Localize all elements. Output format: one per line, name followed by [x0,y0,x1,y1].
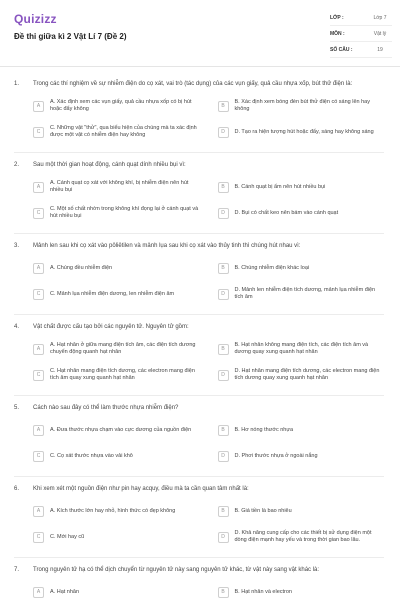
answer-option[interactable] [33,258,200,278]
question-divider [14,476,384,477]
answer-options [33,258,384,304]
meta-row [330,42,392,58]
answer-text: C. Mới hay cũ [50,533,85,540]
question-text: Mảnh len sau khi cọ xát vào pôliêtilen và mảnh lụa sau khi cọ xát vào thủy tinh thì chúng hút nhau vì: [33,243,301,249]
answer-option[interactable] [33,582,200,600]
answer-option[interactable] [33,339,200,359]
question-text: Trong nguyên tử hạ có thể dịch chuyển từ nguyên tử này sang nguyên tử khác, từ vật này sang vật khác là: [33,567,320,573]
question-number: 1. [14,81,20,87]
question-divider [14,152,384,153]
answer-option[interactable] [218,446,385,466]
question-header [14,161,384,169]
meta-row [330,26,392,42]
answer-option[interactable] [33,203,200,223]
answer-text: D. Hạt nhân mang điện tích dương, các electron mang điện tích dương quay xung quanh hạt nhân [234,368,380,381]
answer-option[interactable] [218,501,385,521]
question-text: Trong các thí nghiệm về sự nhiễm điện do cọ xát, vai trò (tác dụng) của các vụn giấy, quả cầu nhựa xốp, bút thử điện là: [33,81,353,87]
answer-letter-box: C [33,532,44,543]
answer-option[interactable] [218,258,385,278]
question-header [14,485,384,493]
question-header [14,323,384,331]
answer-option[interactable] [218,284,385,304]
question-item [0,323,400,396]
question-divider [14,395,384,396]
answer-text: B. Xác định xem bóng đèn bút thử điện có sáng lên hay không [234,99,370,112]
answer-option[interactable] [218,203,385,223]
question-number: 6. [14,486,20,492]
question-item [0,80,400,153]
answer-options [33,582,384,600]
answer-option[interactable] [33,96,200,116]
answer-options [33,177,384,223]
meta-label: SỐ CÂU : [330,46,353,53]
answer-option[interactable] [33,365,200,385]
meta-row [330,10,392,26]
question-header [14,242,384,250]
answer-text: D. Bụi có chất keo nên bám vào cánh quạt [234,209,339,216]
answer-letter-box: B [218,506,229,517]
answer-letter-box: B [218,587,229,598]
answer-letter-box: A [33,506,44,517]
answer-text: A. Đưa thước nhựa chạm vào cực dương của nguồn điện [50,426,192,433]
answer-option[interactable] [33,446,200,466]
answer-letter-box: B [218,344,229,355]
answer-letter-box: B [218,263,229,274]
answer-text: B. Hạt nhân và electron [234,588,292,595]
question-number: 7. [14,567,20,573]
answer-text: A. Hạt nhân [50,588,80,595]
question-item [0,242,400,315]
answer-option[interactable] [218,582,385,600]
question-text: Khi xem xét một nguồn điện như pin hay acquy, điều mà ta cần quan tâm nhất là: [33,486,249,492]
answer-letter-box: A [33,344,44,355]
answer-letter-box: A [33,182,44,193]
question-divider [14,557,384,558]
answer-text: A. Xác định xem các vụn giấy, quả cầu nhựa xốp có bị hút hoặc đẩy không [50,99,192,112]
answer-option[interactable] [218,339,385,359]
question-item [0,485,400,558]
answer-letter-box: A [33,263,44,274]
answer-letter-box: C [33,289,44,300]
answer-text: A. Kích thước lớn hay nhỏ, hình thức có đẹp không [50,507,176,514]
answer-text: A. Chúng đều nhiễm điện [50,264,113,271]
answer-letter-box: C [33,127,44,138]
answer-text: D. Tạo ra hiện tượng hút hoặc đẩy, sáng hay không sáng [234,128,374,135]
answer-letter-box: A [33,425,44,436]
answer-text: D. Mảnh len nhiễm điện tích dương, mảnh lụa nhiễm điện tích âm [234,287,376,300]
answer-letter-box: C [33,451,44,462]
answer-options [33,420,384,466]
question-number: 2. [14,162,20,168]
answer-letter-box: D [218,532,229,543]
question-text: Cách nào sau đây có thể làm thước nhựa nhiễm điện? [33,405,179,411]
answer-text: B. Cánh quạt bị ẩm nên hút nhiều bụi [234,183,326,190]
quizizz-logo: Quizizz [14,12,57,26]
quiz-title: Đề thi giữa kì 2 Vật Lí 7 (Đề 2) [14,32,127,41]
answer-options [33,96,384,142]
answer-text: C. Cọ xát thước nhựa vào vải khô [50,452,133,459]
answer-letter-box: D [218,451,229,462]
answer-letter-box: D [218,127,229,138]
answer-options [33,501,384,547]
answer-text: A. Cánh quạt cọ xát với không khí, bị nhiễm điện nên hút nhiều bụi [50,180,189,193]
answer-letter-box: D [218,370,229,381]
meta-label: LỚP : [330,14,344,21]
answer-text: C. Một số chất nhờn trong không khí đọng lại ở cánh quạt và hút nhiều bụi [50,206,199,219]
answer-options [33,339,384,385]
answer-letter-box: D [218,289,229,300]
answer-option[interactable] [33,420,200,440]
answer-text: A. Hạt nhân ở giữa mang điện tích âm, các điện tích dương chuyển động quanh hạt nhân [50,342,196,355]
answer-text: C. Mảnh lụa nhiễm điện dương, len nhiễm điện âm [50,290,175,297]
meta-value: 19 [377,46,383,53]
meta-label: MÔN : [330,30,345,37]
answer-text: C. Những vật "thử", qua biểu hiện của chúng mà ta xác định được một vật có nhiễm điện hay không [50,125,197,138]
answer-option[interactable] [218,420,385,440]
answer-text: B. Giá tiền là bao nhiêu [234,507,292,514]
answer-text: B. Hơ nóng thước nhựa [234,426,294,433]
question-item [0,566,400,600]
question-header [14,404,384,412]
answer-letter-box: D [218,208,229,219]
answer-text: C. Hạt nhân mang điện tích dương, các electron mang điện tích âm quay xung quanh hạt nhân [50,368,195,381]
question-item [0,161,400,234]
meta-value: Vật lý [373,30,387,37]
answer-option[interactable] [33,527,200,547]
meta-value: Lớp 7 [373,14,387,21]
question-number: 3. [14,243,20,249]
question-header [14,80,384,88]
question-list [0,72,400,600]
question-text: Sau một thời gian hoạt động, cánh quạt dính nhiều bụi vì: [33,162,186,168]
answer-option[interactable] [33,501,200,521]
worksheet-header [0,0,400,67]
answer-option[interactable] [218,527,385,547]
question-divider [14,233,384,234]
question-item [0,404,400,477]
answer-letter-box: C [33,208,44,219]
answer-letter-box: C [33,370,44,381]
answer-text: B. Chúng nhiễm điện khác loại [234,264,310,271]
answer-letter-box: B [218,425,229,436]
question-header [14,566,384,574]
answer-option[interactable] [218,122,385,142]
answer-letter-box: A [33,587,44,598]
answer-option[interactable] [218,96,385,116]
answer-option[interactable] [218,365,385,385]
answer-text: D. Khả năng cung cấp cho các thiết bị sử dụng điện một dòng điện mạnh hay yếu và trong thời gian bao lâu. [234,530,372,543]
answer-text: D. Phơi thước nhựa ở ngoài nắng [234,452,318,459]
answer-letter-box: A [33,101,44,112]
answer-text: B. Hạt nhân không mang điện tích, các điện tích âm và dương quay xung quanh hạt nhân [234,342,369,355]
question-divider [14,314,384,315]
question-number: 4. [14,324,20,330]
answer-letter-box: B [218,101,229,112]
quiz-meta-table [330,10,392,58]
question-number: 5. [14,405,20,411]
answer-option[interactable] [33,122,200,142]
answer-option[interactable] [33,177,200,197]
question-text: Vật chất được cấu tạo bởi các nguyên tử. Nguyên tử gồm: [33,324,189,330]
answer-option[interactable] [218,177,385,197]
answer-letter-box: B [218,182,229,193]
answer-option[interactable] [33,284,200,304]
